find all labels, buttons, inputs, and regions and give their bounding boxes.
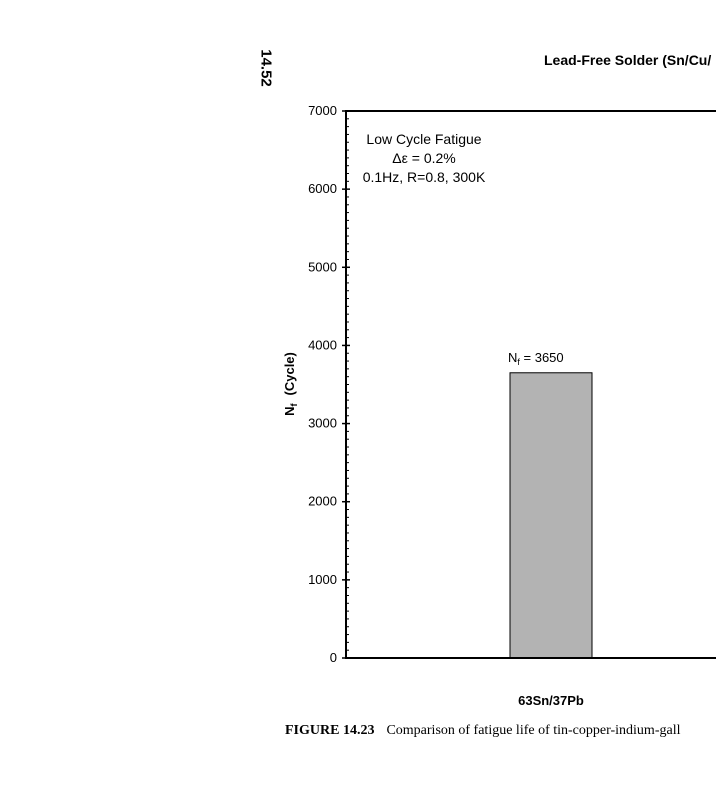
y-axis-label-unit: (Cycle): [282, 352, 297, 396]
bar-value-labels: [508, 350, 564, 367]
annotation-line-2: Δε = 0.2%: [392, 150, 456, 166]
annotation-line-1: Low Cycle Fatigue: [366, 131, 482, 147]
y-tick-label: 0: [329, 650, 337, 665]
y-tick-label: 1000: [308, 571, 337, 587]
x-category-label: 63Sn/37Pb: [518, 693, 584, 708]
y-tick-label: 4000: [308, 337, 337, 353]
y-tick-label: 6000: [308, 181, 337, 197]
x-axis-category-labels: [518, 693, 584, 708]
bar: [510, 373, 592, 658]
chart-title: Lead-Free Solder (Sn/Cu/: [544, 52, 712, 68]
figure-caption-text: Comparison of fatigue life of tin-copper-indium-gall: [386, 723, 681, 738]
figure-caption: [285, 723, 680, 739]
y-axis-tick-labels: [308, 103, 337, 665]
y-axis-label-sub: f: [289, 403, 299, 407]
annotation-line-3: 0.1Hz, R=0.8, 300K: [362, 169, 486, 185]
y-tick-label: 5000: [308, 259, 337, 275]
bar-value-label: $N_f = 3650$: [508, 349, 564, 367]
y-axis-label: [282, 352, 299, 416]
y-tick-label: 7000: [308, 103, 337, 118]
y-axis-label-main: N: [282, 406, 297, 416]
y-tick-label: 3000: [308, 415, 337, 431]
figure-label: FIGURE 14.23: [285, 723, 375, 738]
test-conditions-annotation: [363, 131, 486, 185]
bars: [510, 373, 592, 658]
y-tick-label: 2000: [308, 493, 337, 509]
page-number: 14.52: [257, 49, 275, 87]
